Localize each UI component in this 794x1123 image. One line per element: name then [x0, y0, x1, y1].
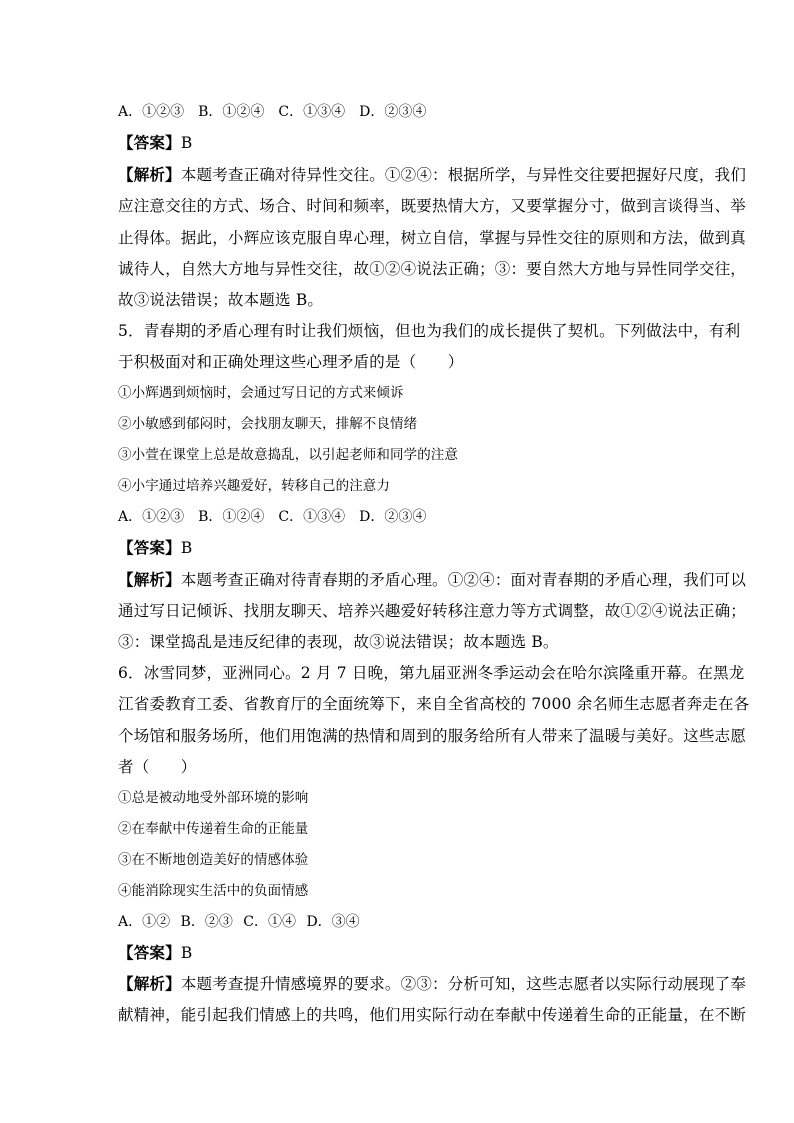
analysis-tag: 【解析】	[118, 974, 181, 993]
answer-value: B	[180, 134, 193, 152]
q5-item: ③小萱在课堂上总是故意捣乱，以引起老师和同学的注意	[118, 447, 458, 463]
answer-value: B	[180, 539, 193, 557]
analysis-text: 本题考查正确对待青春期的矛盾心理。①②④：面对青春期的矛盾心理，我们可以	[180, 571, 747, 589]
q6-analysis-line: 献精神，能引起我们情感上的共鸣，他们用实际行动在奉献中传递着生命的正能量，在不断	[118, 1006, 747, 1024]
answer-value: B	[180, 944, 193, 962]
q5-analysis-line: 通过写日记倾诉、找朋友聊天、培养兴趣爱好转移注意力等方式调整，故①②④说法正确；	[118, 602, 747, 620]
q6-item: ③在不断地创造美好的情感体验	[118, 852, 309, 868]
q6-stem-line: 6．冰雪同梦，亚洲同心。2 月 7 日晚，第九届亚洲冬季运动会在哈尔滨隆重开幕。在黑龙	[118, 664, 745, 682]
q6-analysis-line	[118, 974, 746, 994]
q6-item: ④能消除现实生活中的负面情感	[118, 883, 309, 899]
q5-answer	[118, 538, 192, 558]
q5-analysis-line	[118, 570, 746, 590]
analysis-text: 本题考查提升情感境界的要求。②③：分析可知，这些志愿者以实际行动展现了奉	[180, 975, 747, 993]
q5-item: ②小敏感到郁闷时，会找朋友聊天，排解不良情绪	[118, 416, 418, 432]
q5-stem-line: 于积极面对和正确处理这些心理矛盾的是（ ）	[118, 353, 464, 371]
q5-item: ①小辉遇到烦恼时，会通过写日记的方式来倾诉	[118, 385, 404, 401]
q6-answer	[118, 943, 192, 963]
answer-tag: 【答案】	[118, 943, 181, 962]
q5-item: ④小宇通过培养兴趣爱好，转移自己的注意力	[118, 478, 390, 494]
q4-answer	[118, 133, 192, 153]
q6-stem-line: 个场馆和服务场所，他们用饱满的热情和周到的服务给所有人带来了温暖与美好。这些志愿	[118, 727, 747, 745]
q4-analysis-line: 应注意交往的方式、场合、时间和频率，既要热情大方，又要掌握分寸，做到言谈得当、举	[118, 197, 747, 215]
q6-stem-line: 江省委教育工委、省教育厅的全面统筹下，来自全省高校的 7000 余名师生志愿者奔走在各	[118, 695, 750, 713]
q6-options: A．①② B．②③ C．①④ D．③④	[118, 914, 360, 930]
q4-analysis-line: 故③说法错误；故本题选 B。	[118, 291, 324, 309]
analysis-text: 本题考查正确对待异性交往。①②④：根据所学，与异性交往要把握好尺度，我们	[180, 166, 747, 184]
q4-analysis-line: 止得体。据此，小辉应该克服自卑心理，树立自信，掌握与异性交往的原则和方法，做到真	[118, 229, 747, 247]
answer-tag: 【答案】	[118, 538, 181, 557]
answer-tag: 【答案】	[118, 133, 181, 152]
q4-analysis-line	[118, 165, 746, 185]
q6-item: ②在奉献中传递着生命的正能量	[118, 821, 309, 837]
q5-options: A．①②③ B．①②④ C．①③④ D．②③④	[118, 509, 427, 525]
q5-stem-line: 5．青春期的矛盾心理有时让我们烦恼，但也为我们的成长提供了契机。下列做法中，有利	[118, 322, 741, 340]
q6-item: ①总是被动地受外部环境的影响	[118, 790, 309, 806]
q6-stem-line: 者（ ）	[118, 758, 197, 776]
analysis-tag: 【解析】	[118, 165, 181, 184]
q4-options: A．①②③ B．①②④ C．①③④ D．②③④	[118, 104, 427, 120]
q4-analysis-line: 诚待人，自然大方地与异性交往，故①②④说法正确；③：要自然大方地与异性同学交往，	[118, 260, 747, 278]
analysis-tag: 【解析】	[118, 570, 181, 589]
q5-analysis-line: ③：课堂捣乱是违反纪律的表现，故③说法错误；故本题选 B。	[118, 633, 559, 651]
